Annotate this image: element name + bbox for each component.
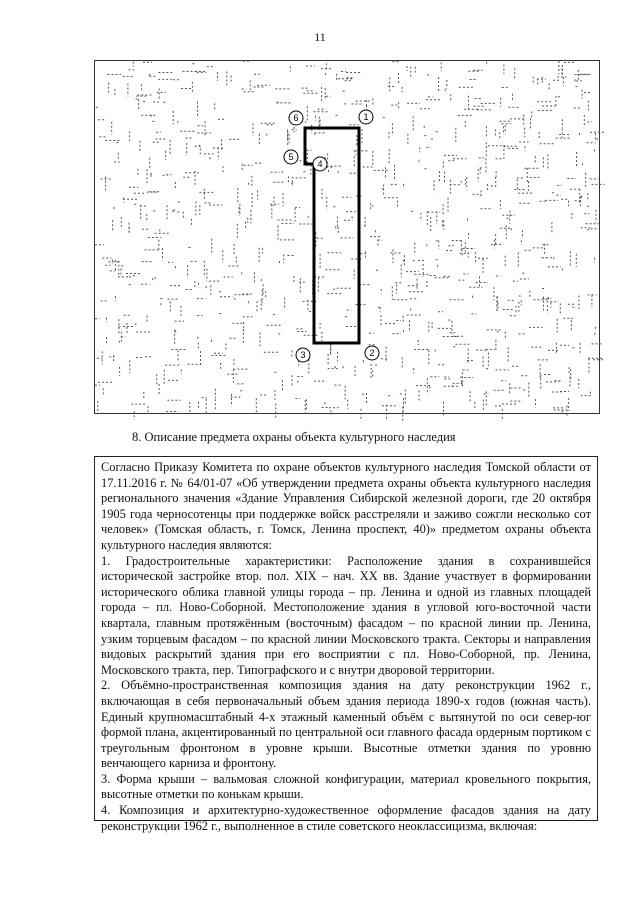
building-boundary (305, 128, 359, 343)
item-volume-composition: 2. Объёмно-пространственная композиция здания на дату реконструкции 1962 г., включающая в себя первоначальный объем здания периода 1890-х годов (южная часть). Единый крупномасштабный 4-х этажный каменный объём с вытянутой по оси север-юг формой плана, акцентированный по центральной оси главного фасада ордерным портиком с треугольным фронтоном в уровне крыши. Высотные отметки здания по уровню венчающего карниза и фронтону. (101, 678, 591, 771)
item-roof-form: 3. Форма крыши – вальмовая сложной конфигурации, материал кровельного покрытия, высотные отметки по конькам крыши. (101, 771, 591, 802)
item-facade-composition: 4. Композиция и архитектурно-художественное оформление фасадов здания на дату реконструкции 1962 г., выполненное в стиле советского неоклассицизма, включая: (101, 803, 591, 833)
map-background-linework (95, 61, 605, 422)
marker-3 (296, 348, 310, 362)
intro-paragraph: Согласно Приказу Комитета по охране объектов культурного наследия Томской области от 17.11.2016 г. № 64/01-07 «Об утверждении предмета охраны объекта культурного наследия регионального значения «Здание Управления Сибирской железной дороги, где 20 октября 1905 года черносотенцы при поддержке войск расстреляли и заживо сожгли несколько сот человек» (Томская область, г. Томск, Ленина проспект, 40)» предметом охраны объекта культурного наследия являются: (101, 460, 591, 552)
site-plan-drawing (95, 61, 599, 413)
marker-5 (284, 150, 298, 164)
protection-subject-box (94, 456, 598, 833)
section-heading: 8. Описание предмета охраны объекта культурного наследия (132, 430, 456, 444)
marker-2 (365, 346, 379, 360)
marker-1 (359, 110, 373, 124)
svg-text:5: 5 (288, 152, 294, 162)
item-urban-planning: 1. Градостроительные характеристики: Расположение здания в сохранившейся исторической застройке втор. пол. XIX – нач. XX вв. Здание участвует в формировании исторического облика главной улицы города – пр. Ленина и одной из главных площадей города – пл. Ново-Соборной. Местоположение здания в угловой юго-восточной части квартала, главным протяжённым (восточным) фасадом – по красной линии пр. Ленина, узким торцевым фасадом – по красной линии Московского тракта. Секторы и направления видовых раскрытий здания при его восприятии с пл. Ново-Соборной, пр. Ленина, Московского тракта, пер. Типографского и с внутри дворовой территории. (101, 553, 591, 677)
page-number: 11 (314, 30, 326, 44)
svg-text:3: 3 (300, 350, 306, 360)
svg-text:2: 2 (369, 348, 375, 358)
svg-text:4: 4 (317, 159, 323, 169)
marker-4 (313, 157, 327, 171)
marker-6 (289, 111, 303, 125)
site-plan-map (94, 60, 600, 414)
map-linework-path (95, 61, 605, 422)
svg-text:6: 6 (293, 113, 299, 123)
svg-text:1: 1 (363, 112, 369, 122)
